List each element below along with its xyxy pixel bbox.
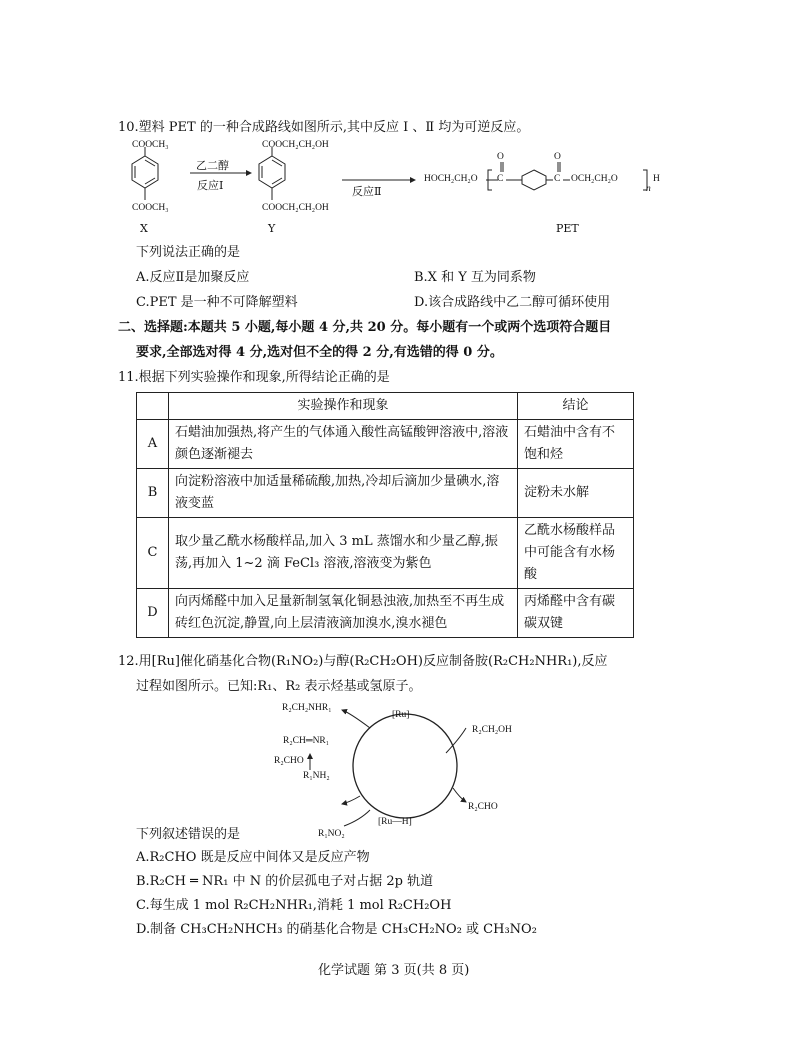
row-operation: 向淀粉溶液中加适量稀硫酸,加热,冷却后滴加少量碘水,溶液变蓝: [169, 469, 518, 518]
row-id: B: [137, 469, 169, 518]
x-bottom-substituent: COOCH₃: [132, 203, 169, 213]
q12-stem-line1: 12.用[Ru]催化硝基化合物(R₁NO₂)与醇(R₂CH₂OH)反应制备胺(R₂CH₂NHR₁),反应: [118, 654, 608, 669]
pet-end-h: H: [653, 174, 660, 184]
q10-option-d: D.该合成路线中乙二醇可循环使用: [414, 295, 611, 310]
q10-stem: 10.塑料 PET 的一种合成路线如图所示,其中反应 Ⅰ 、Ⅱ 均为可逆反应。: [118, 120, 530, 135]
row-conclusion: 乙酰水杨酸样品中可能含有水杨酸: [518, 518, 634, 589]
q12-question: 下列叙述错误的是: [136, 827, 241, 842]
row-id: D: [137, 589, 169, 638]
q12-option-d: D.制备 CH₃CH₂NHCH₃ 的硝基化合物是 CH₃CH₂NO₂ 或 CH₃NO₂: [136, 922, 537, 937]
q12-stem-line2: 过程如图所示。已知:R₁、R₂ 表示烃基或氢原子。: [136, 679, 422, 694]
row-operation: 向丙烯醛中加入足量新制氢氧化铜悬浊液,加热至不再生成砖红色沉淀,静置,向上层清液滴加溴水,溴水褪色: [169, 589, 518, 638]
row-conclusion: 丙烯醛中含有碳碳双键: [518, 589, 634, 638]
cycle-aldehyde-right: R₂CHO: [468, 802, 498, 812]
pet-carbonyl-o1: O: [497, 152, 504, 162]
row-conclusion: 淀粉未水解: [518, 469, 634, 518]
pet-carbon-c1: C: [497, 174, 504, 184]
arrow-from-alcohol: [446, 728, 466, 753]
page-footer: 化学试题 第 3 页(共 8 页): [318, 963, 470, 978]
section2-instructions-line2: 要求,全部选对得 4 分,选对但不全的得 2 分,有选错的得 0 分。: [136, 345, 503, 360]
cycle-circle: [353, 714, 457, 818]
q12-option-a: A.R₂CHO 既是反应中间体又是反应产物: [136, 850, 370, 865]
cycle-amine-product: R₂CH₂NHR₁: [282, 703, 332, 713]
q12-option-b: B.R₂CH ═ NR₁ 中 N 的价层孤电子对占据 2p 轨道: [136, 874, 434, 889]
benzene-ring-x: [132, 147, 158, 200]
pet-end-group: HOCH₂CH₂O: [424, 174, 478, 184]
arrow-to-amine: [342, 710, 370, 728]
q10-question: 下列说法正确的是: [136, 245, 241, 260]
arrow-from-r1no2: [344, 810, 370, 826]
row-id: C: [137, 518, 169, 589]
pet-ester-chain: OCH₂CH₂O: [571, 174, 618, 184]
pet-structure: [486, 162, 647, 190]
table-header-id: [137, 393, 169, 420]
x-top-substituent: COOCH₃: [132, 140, 169, 150]
arrow-to-r1nh2: [342, 796, 360, 804]
arrow1-reagent: 乙二醇: [196, 159, 229, 172]
cycle-r1no2: R₁NO₂: [318, 829, 345, 839]
cycle-r1nh2: R₁NH₂: [303, 771, 330, 781]
table-header-row: [137, 393, 634, 420]
y-bottom-substituent: COOCH₂CH₂OH: [262, 203, 329, 213]
row-id: A: [137, 420, 169, 469]
table-row: [137, 420, 634, 469]
y-label: Y: [268, 222, 276, 235]
benzene-ring-y: [259, 147, 285, 200]
arrow-to-aldehyde: [453, 788, 466, 802]
pet-carbon-c2: C: [554, 174, 561, 184]
table-row: [137, 469, 634, 518]
q12-option-c: C.每生成 1 mol R₂CH₂NHR₁,消耗 1 mol R₂CH₂OH: [136, 898, 452, 913]
row-operation: 取少量乙酰水杨酸样品,加入 3 mL 蒸馏水和少量乙醇,振荡,再加入 1~2 滴 FeCl₃ 溶液,溶液变为紫色: [169, 518, 518, 589]
q10-option-c: C.PET 是一种不可降解塑料: [136, 295, 298, 310]
cycle-ru-h: [Ru—H]: [378, 817, 412, 827]
cycle-alcohol: R₂CH₂OH: [472, 725, 512, 735]
section2-instructions-line1: 二、选择题:本题共 5 小题,每小题 4 分,共 20 分。每小题有一个或两个选项符合题目: [118, 320, 612, 335]
cycle-aldehyde-left: R₂CHO: [274, 756, 304, 766]
cycle-imine: R₂CH═NR₁: [283, 736, 330, 746]
table-header-operation: 实验操作和现象: [169, 393, 518, 420]
arrow2-reaction: 反应Ⅱ: [352, 185, 382, 198]
table-header-conclusion: 结论: [518, 393, 634, 420]
q10-option-b: B.X 和 Y 互为同系物: [414, 270, 536, 285]
pet-repeat-n: n: [646, 184, 651, 194]
cycle-ru-catalyst: [Ru]: [392, 710, 410, 720]
q11-stem: 11.根据下列实验操作和现象,所得结论正确的是: [118, 370, 390, 385]
row-operation: 石蜡油加强热,将产生的气体通入酸性高锰酸钾溶液中,溶液颜色逐渐褪去: [169, 420, 518, 469]
x-label: X: [140, 222, 148, 235]
table-row: [137, 518, 634, 589]
y-top-substituent: COOCH₂CH₂OH: [262, 140, 329, 150]
arrow1-reaction: 反应Ⅰ: [197, 179, 224, 192]
experiment-table: [136, 392, 634, 638]
row-conclusion: 石蜡油中含有不饱和烃: [518, 420, 634, 469]
pet-label: PET: [556, 222, 579, 235]
table-row: [137, 589, 634, 638]
q10-option-a: A.反应Ⅱ是加聚反应: [136, 270, 250, 285]
pet-carbonyl-o2: O: [554, 152, 561, 162]
